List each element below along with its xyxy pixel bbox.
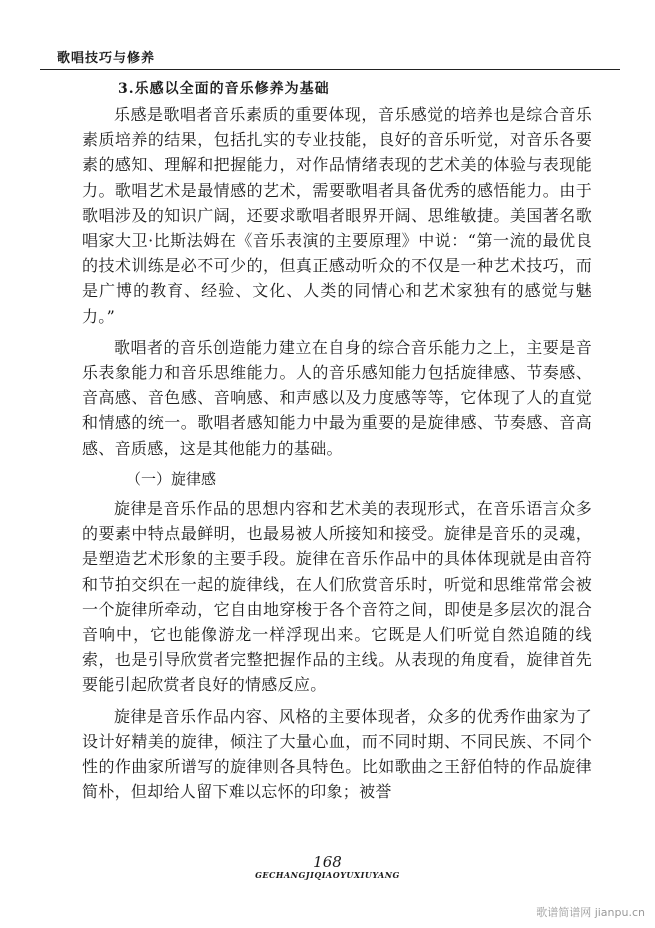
body-text bbox=[82, 102, 592, 810]
subheading: （一）旋律感 bbox=[126, 469, 217, 488]
section-title: 3.乐感以全面的音乐修养为基础 bbox=[118, 81, 330, 97]
paragraph: 歌唱者的音乐创造能力建立在自身的综合音乐能力之上，主要是音乐表象能力和音乐思维能力。人的音乐感知能力包括旋律感、节奏感、音高感、音色感、音响感、和声感以及力度感等等，它体现了人的直觉和情感的统一。歌唱者感知能力中最为重要的是旋律感、节奏感、音高感、音质感，这是其他能力的基础。 bbox=[82, 337, 592, 458]
footer-book-title: GECHANGJIQIAOYUXIUYANG bbox=[255, 870, 400, 880]
header-divider bbox=[40, 69, 620, 70]
running-header: 歌唱技巧与修养 bbox=[57, 51, 156, 66]
paragraph: 旋律是音乐作品内容、风格的主要体现者，众多的优秀作曲家为了设计好精美的旋律，倾注了大量心血，而不同时期、不同民族、不同个性的作曲家所谱写的旋律则各具特色。比如歌曲之王舒伯特的作品旋律简朴，但却给人留下难以忘怀的印象；被誉 bbox=[82, 706, 592, 802]
page-number: 168 bbox=[313, 853, 342, 871]
site-watermark: 歌谱简谱网 jianpu.cn bbox=[536, 906, 645, 919]
paragraph: 乐感是歌唱者音乐素质的重要体现，音乐感觉的培养也是综合音乐素质培养的结果，包括扎实的专业技能，良好的音乐听觉，对音乐各要素的感知、理解和把握能力，对作品情绪表现的艺术美的体验与表现能力。歌唱艺术是最情感的艺术，需要歌唱者具备优秀的感悟能力。由于歌唱涉及的知识广阔，还要求歌唱者眼界开阔、思维敏捷。美国著名歌唱家大卫·比斯法姆在《音乐表演的主要原理》中说：“第一流的最优良的技术训练是必不可少的，但真正感动听众的不仅是一种艺术技巧，而是广博的教育、经验、文化、人类的同情心和艺术家独有的感觉与魅力。” bbox=[82, 105, 592, 326]
paragraph: 旋律是音乐作品的思想内容和艺术美的表现形式，在音乐语言众多的要素中特点最鲜明，也最易被人所接知和接受。旋律是音乐的灵魂，是塑造艺术形象的主要手段。旋律在音乐作品中的具体体现就是由音符和节拍交织在一起的旋律线，在人们欣赏音乐时，听觉和思维常常会被一个旋律所牵动，它自由地穿梭于各个音符之间，即使是多层次的混合音响中，它也能像游龙一样浮现出来。它既是人们听觉自然追随的线索，也是引导欣赏者完整把握作品的主线。从表现的角度看，旋律首先要能引起欣赏者良好的情感反应。 bbox=[82, 499, 592, 695]
